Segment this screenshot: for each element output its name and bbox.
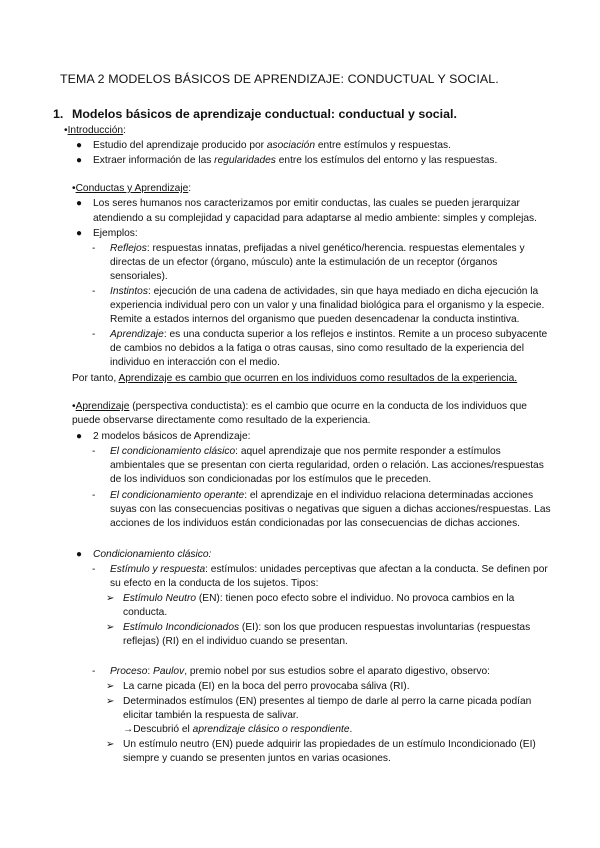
intro-label-line: •Introducción: — [64, 125, 126, 136]
cc-ei-line-1: Estímulo Incondicionados (EI): son los que producen respuestas involuntarias (respuestas — [123, 622, 531, 633]
cc-p1: La carne picada (EI) en la boca del perro provocaba sáliva (RI). — [123, 681, 410, 692]
conclusion-line: Por tanto, Aprendizaje es cambio que ocurren en los individuos como resultados de la experiencia. — [72, 373, 518, 384]
cc-en-line-1: Estímulo Neutro (EN): tienen poco efecto sobre el individuo. No provoca cambios en la — [123, 593, 515, 604]
conductas-bullet-1-line-2: atendiendo a su complejidad y capacidad para adaptarse al medio ambiente: simples y complejas. — [93, 213, 537, 224]
reflejos-line-2: directas de un efector (órgano, músculo) ante la estimulación de un receptor (órganos — [110, 257, 498, 268]
reflejos-line-3: sensoriales). — [110, 271, 168, 282]
bullet-icon: ● — [76, 431, 83, 442]
small-bullet-icon: • — [72, 183, 76, 194]
bullet-icon: ● — [76, 549, 83, 560]
small-bullet-icon: • — [64, 125, 68, 136]
arrow-bullet-icon: ➢ — [106, 696, 115, 707]
arrow-bullet-icon: ➢ — [106, 681, 115, 692]
instintos-line-3: Remite a estados internos del organismo que pueden desencadenar la conducta instintiva. — [110, 314, 520, 325]
aprendizaje-line-3: individuo en interacción con el medio. — [110, 357, 280, 368]
cc-p3-line-2: siempre y cuando se presenten juntos en varias ocasiones. — [123, 753, 391, 764]
dash-icon: - — [92, 446, 96, 457]
dash-icon: - — [92, 243, 96, 254]
arrow-bullet-icon: ➢ — [106, 739, 115, 750]
cc-p3-line-1: Un estímulo neutro (EN) puede adquirir las propiedades de un estímulo Incondicionado (EI) — [123, 739, 536, 750]
cc-proceso-line: Proceso: Paulov, premio nobel por sus estudios sobre el aparato digestivo, observo: — [110, 666, 491, 677]
cc-en-line-2: conducta. — [123, 607, 168, 618]
intro-bullet-2: Extraer información de las regularidades entre los estímulos del entorno y las respuestas. — [93, 155, 498, 166]
dash-icon: - — [92, 666, 96, 677]
cc-p2-line-1: Determinados estímulos (EN) presentes al tiempo de darle al perro la carne picada podían — [123, 696, 532, 707]
aprend-label: Aprendizaje — [75, 401, 130, 412]
small-bullet-icon: • — [72, 401, 76, 412]
bullet-icon: ● — [76, 198, 83, 209]
arrow-bullet-icon: ➢ — [106, 622, 115, 633]
clasico-line-3: de los individuos son condicionadas por los estímulos que le preceden. — [110, 474, 432, 485]
aprendizaje-line-1: Aprendizaje: es una conducta superior a los reflejos e instintos. Remite a un proceso subyacente — [110, 329, 548, 340]
section-heading: Modelos básicos de aprendizaje conductual: conductual y social. — [72, 107, 457, 121]
dash-icon: - — [92, 329, 96, 340]
arrow-bullet-icon: ➢ — [106, 593, 115, 604]
conductas-bullet-1-line-1: Los seres humanos nos caracterizamos por emitir conductas, las cuales se pueden jerarquizar — [93, 198, 520, 209]
intro-bullet-1: Estudio del aprendizaje producido por asociación entre estímulos y respuestas. — [93, 140, 451, 151]
ejemplos-label: Ejemplos: — [93, 228, 138, 239]
page-title: TEMA 2 MODELOS BÁSICOS DE APRENDIZAJE: CONDUCTUAL Y SOCIAL. — [60, 72, 499, 86]
aprend-bullet-1: 2 modelos básicos de Aprendizaje: — [93, 431, 251, 442]
bullet-icon: ● — [76, 155, 83, 166]
dash-icon: - — [92, 286, 96, 297]
instintos-line-1: Instintos: ejecución de una cadena de actividades, sin que haya mediado en dicha ejecución la — [110, 286, 539, 297]
cc-p2-line-3: →Descubrió el aprendizaje clásico o respondiente. — [123, 724, 353, 735]
conductas-label-line: •Conductas y Aprendizaje: — [72, 183, 192, 194]
clasico-line-2: ambientales que se presentan con cierta regularidad, orden o relación. Las acciones/respuestas — [110, 460, 544, 471]
cc-heading: Condicionamiento clásico: — [93, 549, 212, 560]
aprend-line-1: •Aprendizaje (perspectiva conductista): es el cambio que ocurre en la conducta de los individuos que — [72, 401, 527, 412]
bullet-icon: ● — [76, 228, 83, 239]
dash-icon: - — [92, 490, 96, 501]
cc-p2-line-2: elicitar también la respuesta de salivar. — [123, 710, 299, 721]
dash-icon: - — [92, 564, 96, 575]
aprend-line-2: puede observarse directamente como resultado de la experiencia. — [72, 415, 371, 426]
section-number: 1. — [53, 107, 64, 121]
clasico-line-1: El condicionamiento clásico: aquel aprendizaje que nos permite responder a estímulos — [110, 446, 501, 457]
instintos-line-2: experiencia individual pero con un valor y una finalidad biológica para el organismo y la especie. — [110, 300, 545, 311]
intro-label: Introducción — [67, 125, 124, 136]
bullet-icon: ● — [76, 140, 83, 151]
cc-er-line-1: Estímulo y respuesta: estímulos: unidades perceptivas que afectan a la conducta. Se definen por — [110, 564, 548, 575]
reflejos-line-1: Reflejos: respuestas innatas, prefijadas a nivel genético/herencia. respuestas elementales y — [110, 243, 525, 254]
operante-line-1: El condicionamiento operante: el aprendizaje en el individuo relaciona determinadas acciones — [110, 490, 534, 501]
conductas-label: Conductas y Aprendizaje — [75, 183, 189, 194]
aprendizaje-line-2: de cambios no debidos a la fatiga o otras causas, sino como resultado de la experiencia del — [110, 343, 524, 354]
operante-line-2: suyas con las consecuencias positivas o negativas que siguen a dichas acciones/respuestas. Las — [110, 504, 551, 515]
operante-line-3: acciones de los individuos están condicionadas por las consecuencias de dichas acciones. — [110, 518, 521, 529]
cc-er-line-2: su efecto en la conducta de los sujetos. Tipos: — [110, 578, 319, 589]
cc-ei-line-2: reflejas) (RI) en el individuo cuando se presentan. — [123, 636, 348, 647]
